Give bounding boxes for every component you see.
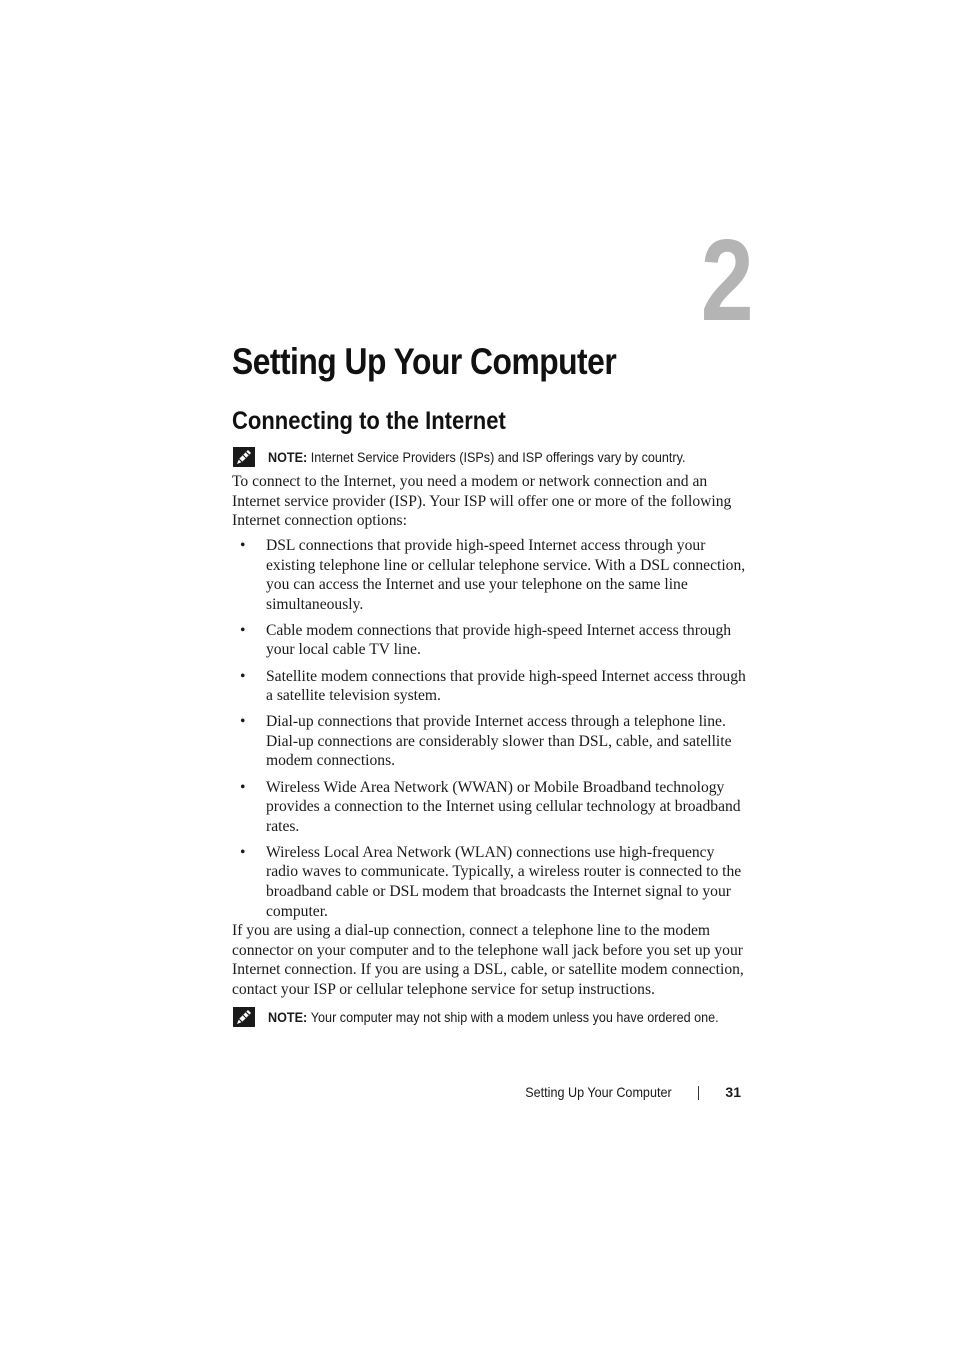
list-item-text: Dial-up connections that provide Internet access through a telephone line. Dial-up connections are considerably slower than DSL, cable, and satellite modem connections. bbox=[266, 713, 732, 770]
note-text bbox=[268, 448, 685, 466]
bullet: • bbox=[240, 537, 246, 554]
note-pencil-icon bbox=[232, 1006, 256, 1028]
bullet: • bbox=[240, 778, 246, 796]
note-body: Internet Service Providers (ISPs) and ISP offerings vary by country. bbox=[310, 449, 686, 465]
list-item-text: Wireless Local Area Network (WLAN) connections use high-frequency radio waves to communicate. Typically, a wireless router is connected to the broadband cable or DSL modem that broadcasts the Internet signal to your computer. bbox=[266, 843, 742, 920]
bullet: • bbox=[240, 621, 246, 639]
bullet: • bbox=[240, 667, 246, 685]
list-item bbox=[232, 843, 747, 921]
note-label: NOTE: bbox=[268, 449, 308, 465]
note-body: Your computer may not ship with a modem unless you have ordered one. bbox=[310, 1009, 719, 1025]
list-item bbox=[232, 621, 747, 660]
chapter-title: Setting Up Your Computer bbox=[232, 341, 617, 382]
list-item bbox=[232, 536, 747, 614]
bullet: • bbox=[240, 843, 246, 861]
footer-divider bbox=[698, 1086, 699, 1100]
note-isp-offerings bbox=[232, 445, 752, 469]
chapter-number: 2 bbox=[700, 215, 754, 345]
note-pencil-icon bbox=[232, 446, 256, 468]
page-footer bbox=[500, 1083, 744, 1103]
bullet: • bbox=[240, 713, 246, 731]
section-title: Connecting to the Internet bbox=[232, 407, 506, 435]
list-item-text: Satellite modem connections that provide high-speed Internet access through a satellite television system. bbox=[266, 667, 746, 705]
list-item-text: Cable modem connections that provide high-speed Internet access through your local cable TV line. bbox=[266, 621, 732, 659]
note-text bbox=[268, 1008, 719, 1026]
footer-chapter-title: Setting Up Your Computer bbox=[525, 1084, 672, 1100]
page-number: 31 bbox=[725, 1084, 741, 1100]
list-item bbox=[232, 778, 747, 837]
connection-options-list bbox=[232, 536, 747, 928]
dialup-paragraph: If you are using a dial-up connection, connect a telephone line to the modem connector on your computer and to the telephone wall jack before you set up your Internet connection. If you are using a DSL, cable, or satellite modem connection, contact your ISP or cellular telephone service for setup instructions. bbox=[232, 922, 744, 998]
list-item-text: Wireless Wide Area Network (WWAN) or Mobile Broadband technology provides a connection to the Internet using cellular technology at broadband rates. bbox=[266, 778, 741, 835]
list-item-text: DSL connections that provide high-speed Internet access through your existing telephone line or cellular telephone service. With a DSL connection, you can access the Internet and use your telephone on the same line simultaneously. bbox=[266, 537, 746, 613]
note-modem-shipping bbox=[232, 1005, 752, 1029]
list-item bbox=[232, 712, 747, 771]
note-label: NOTE: bbox=[268, 1009, 308, 1025]
list-item bbox=[232, 667, 747, 706]
intro-paragraph: To connect to the Internet, you need a modem or network connection and an Internet service provider (ISP). Your ISP will offer one or more of the following Internet connection options: bbox=[232, 473, 732, 530]
